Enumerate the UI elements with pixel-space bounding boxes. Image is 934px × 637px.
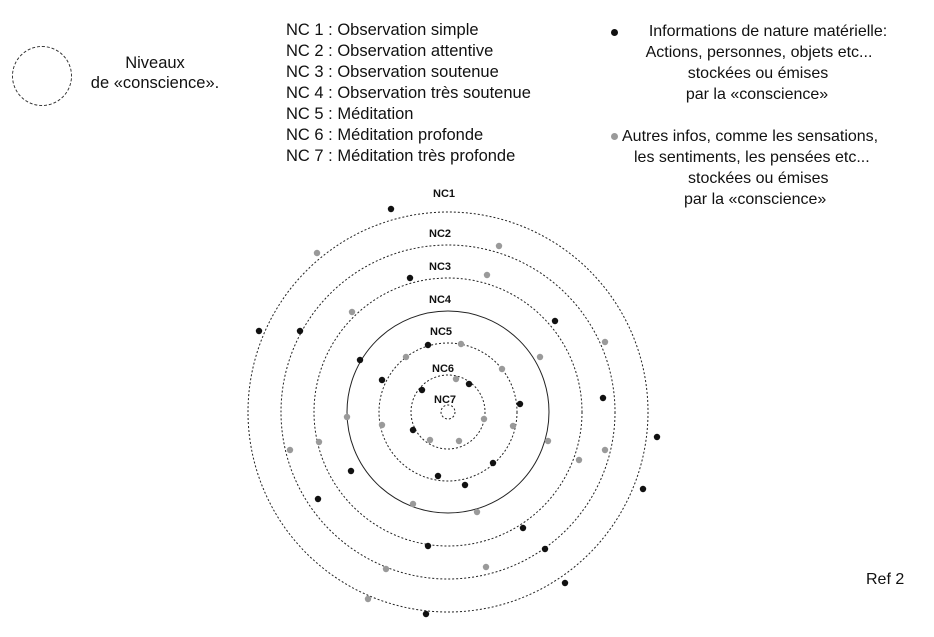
ring-label-nc3: NC3 <box>429 261 452 273</box>
material-info-dot <box>425 342 431 348</box>
ring-nc4 <box>347 311 549 513</box>
other-info-dot <box>602 339 608 345</box>
material-info-dot <box>425 543 431 549</box>
material-info-dot <box>520 525 526 531</box>
other-info-dot <box>410 501 416 507</box>
level-item: NC 6 : Méditation profonde <box>286 126 484 144</box>
material-info-dot <box>388 206 394 212</box>
material-info-dot <box>490 460 496 466</box>
ring-label-nc7: NC7 <box>434 394 457 406</box>
material-info-dot <box>600 395 606 401</box>
other-info-dot <box>483 564 489 570</box>
material-info-dot <box>462 482 468 488</box>
legend-line-1: Niveaux <box>125 54 185 72</box>
material-info-dot <box>517 401 523 407</box>
material-info-dot <box>552 318 558 324</box>
material-info-line-3: stockées ou émises <box>687 65 829 82</box>
material-info-dot <box>297 328 303 334</box>
ring-label-nc4: NC4 <box>429 294 452 306</box>
other-info-dot <box>576 457 582 463</box>
other-info-dot <box>427 437 433 443</box>
material-info-line-4: par la «conscience» <box>685 86 829 103</box>
other-info-dot <box>349 309 355 315</box>
other-info-dot <box>481 416 487 422</box>
ring-nc7 <box>441 405 455 419</box>
other-info-dot <box>537 354 543 360</box>
material-info-dot <box>256 328 262 334</box>
material-info-dot <box>419 387 425 393</box>
material-info-dot <box>348 468 354 474</box>
level-item: NC 4 : Observation très soutenue <box>286 84 531 102</box>
material-info-dot <box>379 377 385 383</box>
other-info-dot <box>602 447 608 453</box>
other-info-dot <box>383 566 389 572</box>
level-item: NC 7 : Méditation très profonde <box>286 147 516 165</box>
ring-nc3 <box>314 278 582 546</box>
other-info-dot <box>453 376 459 382</box>
other-info-dot <box>474 509 480 515</box>
material-info-dot <box>654 434 660 440</box>
other-info-dot <box>314 250 320 256</box>
level-item: NC 1 : Observation simple <box>286 21 479 39</box>
material-info-dot <box>315 496 321 502</box>
ring-nc6 <box>411 375 485 449</box>
level-item: NC 5 : Méditation <box>286 105 414 123</box>
material-info-line-1: Informations de nature matérielle: <box>648 23 888 40</box>
other-info-dot <box>484 272 490 278</box>
ring-label-nc2: NC2 <box>429 228 452 240</box>
ring-label-nc1: NC1 <box>433 188 456 200</box>
level-item: NC 2 : Observation attentive <box>286 42 494 60</box>
other-info-dot <box>379 422 385 428</box>
ring-label-nc5: NC5 <box>430 326 453 338</box>
other-info-dot <box>496 243 502 249</box>
other-info-line-3: stockées ou émises <box>688 170 829 187</box>
level-item: NC 3 : Observation soutenue <box>286 63 499 81</box>
material-info-dot <box>423 611 429 617</box>
material-info-dot <box>640 486 646 492</box>
other-info-dot <box>287 447 293 453</box>
material-info-dot <box>466 381 472 387</box>
other-info-dot <box>456 438 462 444</box>
other-info-dot <box>545 438 551 444</box>
material-info-dot <box>410 427 416 433</box>
other-info-dot <box>316 439 322 445</box>
other-info-dot <box>344 414 350 420</box>
other-info-dot <box>510 423 516 429</box>
other-info-dot <box>403 354 409 360</box>
material-info-line-2: Actions, personnes, objets etc... <box>645 44 873 61</box>
other-info-line-4: par la «conscience» <box>684 191 827 208</box>
reference-label: Ref 2 <box>866 571 905 588</box>
material-info-dot <box>407 275 413 281</box>
material-info-dot <box>357 357 363 363</box>
legend-line-2: de «conscience». <box>90 74 220 92</box>
material-info-dot <box>435 473 441 479</box>
other-info-line-2: les sentiments, les pensées etc... <box>634 149 870 166</box>
material-info-dot <box>542 546 548 552</box>
ring-label-nc6: NC6 <box>432 363 455 375</box>
other-info-dot <box>499 366 505 372</box>
other-info-dot <box>458 341 464 347</box>
material-info-dot <box>562 580 568 586</box>
other-info-dot <box>365 596 371 602</box>
other-info-line-1: Autres infos, comme les sensations, <box>622 128 879 145</box>
